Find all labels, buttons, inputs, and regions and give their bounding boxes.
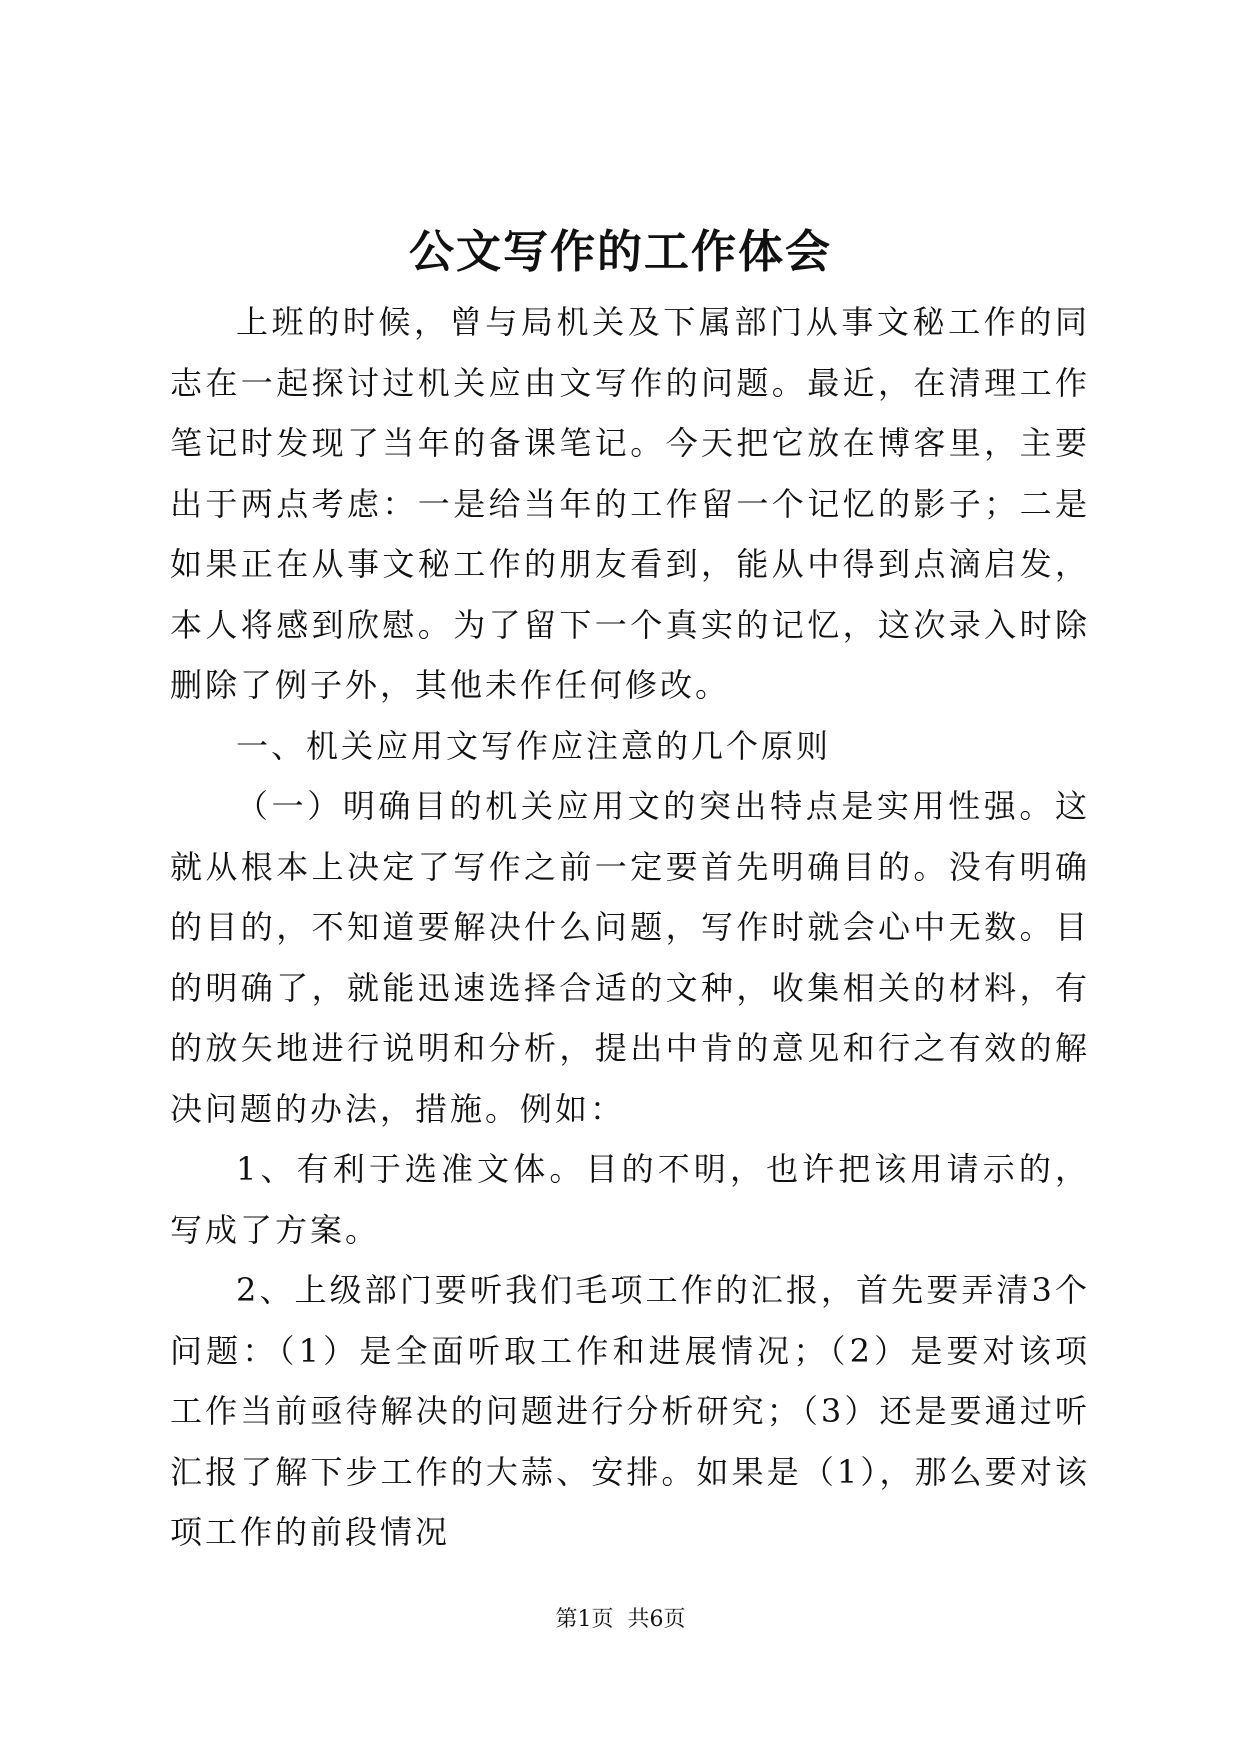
- page-total: 共6页: [627, 1607, 686, 1632]
- body-paragraph: （一）明确目的机关应用文的突出特点是实用性强。这就从根本上决定了写作之前一定要首先明确目的。没有明确的目的，不知道要解决什么问题，写作时就会心中无数。目的明确了，就能迅速选择合适的文种，收集相关的材料，有的放矢地进行说明和分析，提出中肯的意见和行之有效的解决问题的办法，措施。例如：: [170, 787, 1090, 1128]
- body-paragraph: 上班的时候，曾与局机关及下属部门从事文秘工作的同志在一起探讨过机关应由文写作的问题。最近，在清理工作笔记时发现了当年的备课笔记。今天把它放在博客里，主要出于两点考虑：一是给当年的工作留一个记忆的影子；二是如果正在从事文秘工作的朋友看到，能从中得到点滴启发，本人将感到欣慰。为了留下一个真实的记忆，这次录入时除删除了例子外，其他未作任何修改。: [170, 303, 1090, 704]
- list-item: 1、有利于选准文体。目的不明，也许把该用请示的，写成了方案。: [170, 1150, 1090, 1249]
- document-body: [170, 292, 1090, 1563]
- document-title: 公文写作的工作体会: [408, 225, 832, 278]
- list-item: 2、上级部门要听我们毛项工作的汇报，首先要弄清3个问题：（1）是全面听取工作和进展情况；（2）是要对该项工作当前亟待解决的问题进行分析研究；（3）还是要通过听汇报了解下步工作的大蒜、安排。如果是（1），那么要对该项工作的前段情况: [170, 1271, 1090, 1551]
- page-number: 第1页: [555, 1607, 614, 1632]
- section-heading: 一、机关应用文写作应注意的几个原则: [236, 726, 832, 765]
- page-footer: [0, 1605, 1241, 1635]
